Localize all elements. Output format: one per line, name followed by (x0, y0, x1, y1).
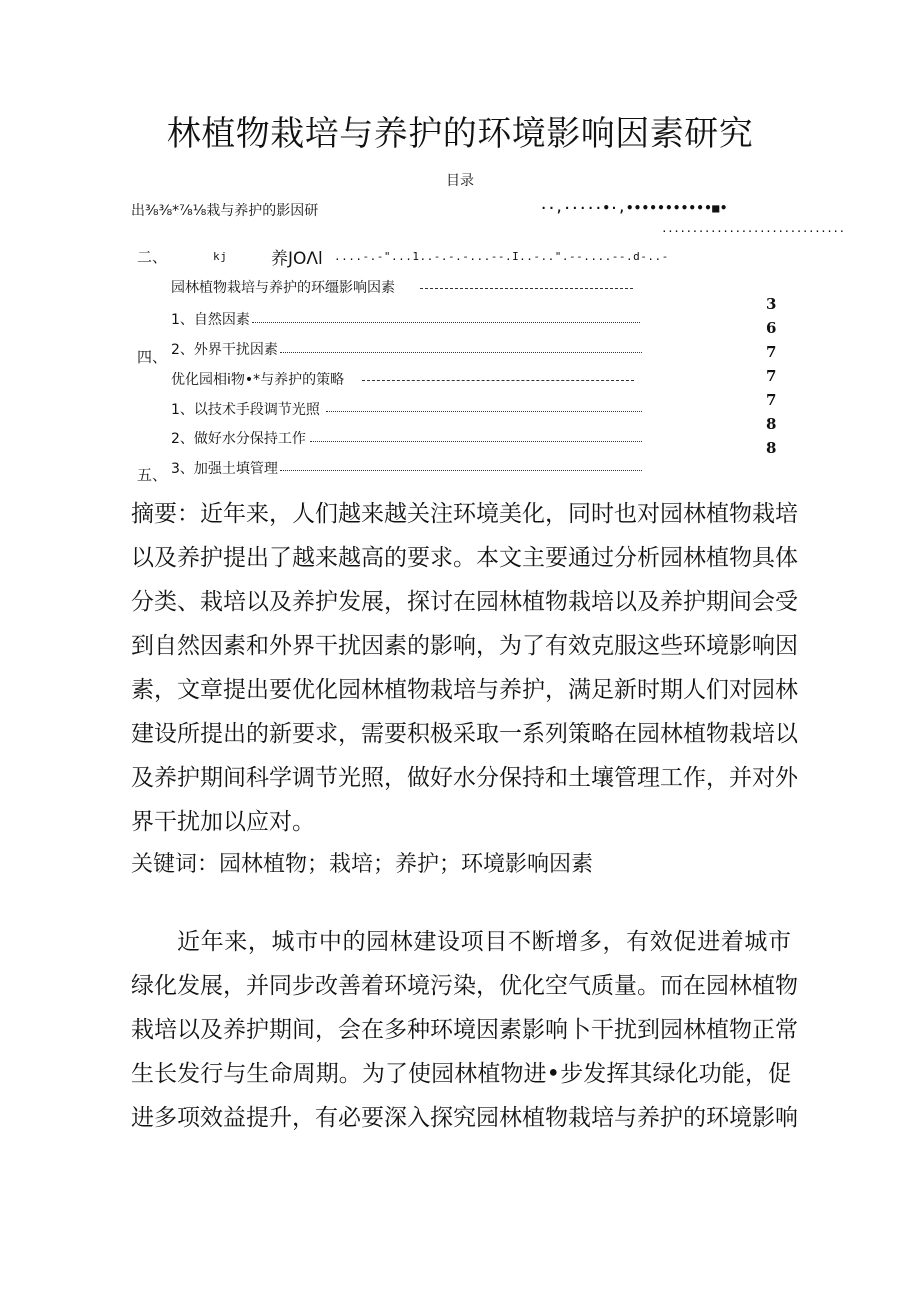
keywords: 关键词：园林植物；栽培；养护；环境影响因素 (131, 852, 594, 877)
toc-entry-5[interactable]: 2、外界干扰因素 (171, 342, 278, 358)
toc-entry-9[interactable]: 3、加强土填管理 (171, 461, 278, 477)
abstract-line: 及养护期间科学调节光照，做好水分保持和土壤管理工作，并对外 (131, 765, 798, 791)
toc-section-marker-4: 四、 (137, 348, 168, 366)
toc-entry-7[interactable]: 1、以技术手段调节光照 (171, 402, 320, 418)
toc-entry-6[interactable]: 优化园相ⅰ物•*与养护的策略 (171, 372, 345, 388)
toc-page-number: 3 (766, 295, 777, 313)
toc-entry-7-leader (326, 411, 642, 412)
abstract-line: 分类、栽培以及养护发展，探讨在园林植物栽培以及养护期间会受 (131, 589, 798, 615)
intro-line: 近年来，城市中的园林建设项目不断增多，有效促进着城市 (177, 929, 791, 955)
toc-entry-9-leader (280, 470, 642, 471)
toc-entry-4-leader (252, 322, 640, 323)
toc-entry-4[interactable]: 1、自然因素 (171, 312, 250, 328)
abstract-line: 以及养护提出了越来越高的要求。本文主要通过分析园林植物具体 (131, 545, 798, 571)
toc-entry-3[interactable]: 园林植物栽培与养护的环缰影响因素 (171, 280, 395, 296)
toc-entry-1[interactable]: 出⅜⅜*⅞⅛栽与养护的影因研 (131, 203, 319, 219)
toc-entry-3-leader (420, 288, 633, 289)
toc-page-number: 8 (766, 439, 777, 457)
intro-line: 绿化发展，并同步改善着环境污染，优化空气质量。而在园林植物 (131, 973, 798, 999)
toc-entry-2[interactable]: 养JOΛl (271, 249, 323, 269)
intro-line: 进多项效益提升，有必要深入探究园林植物栽培与养护的环境影响 (131, 1105, 798, 1131)
toc-page-number: 8 (766, 415, 777, 433)
document-title: 林植物栽培与养护的环境影响因素研究 (166, 114, 754, 154)
toc-page-number: 7 (766, 391, 777, 409)
toc-entry-5-leader (280, 352, 642, 353)
intro-line: 生长发行与生命周期。为了使园林植物进•步发挥其绿化功能，促 (131, 1061, 791, 1087)
toc-entry-8-leader (310, 441, 642, 442)
abstract-line: 界干扰加以应对。 (131, 809, 315, 835)
toc-heading: 目录 (446, 173, 474, 189)
toc-page-number: 7 (766, 343, 777, 361)
abstract-line: 建设所提出的新要求，需要积极采取一系列策略在园林植物栽培以 (131, 721, 798, 747)
toc-entry-8[interactable]: 2、做好水分保持工作 (171, 431, 306, 447)
toc-entry-2-kj: kj (213, 250, 228, 263)
toc-section-marker-2: 二、 (137, 248, 168, 266)
intro-line: 栽培以及养护期间，会在多种环境因素影响卜干扰到园林植物正常 (131, 1017, 798, 1043)
toc-entry-1-leader-tail: .............................. (661, 222, 845, 235)
toc-entry-6-leader (362, 380, 634, 381)
abstract-line: 到自然因素和外界干扰因素的影响，为了有效克服这些环境影响因 (131, 633, 798, 659)
abstract-line: 素，文章提出要优化园林植物栽培与养护，满足新时期人们对园林 (131, 677, 798, 703)
toc-page-number: 6 (766, 319, 777, 337)
toc-page-number: 7 (766, 367, 777, 385)
abstract-line: 摘要：近年来，人们越来越关注环境美化，同时也对园林植物栽培 (131, 501, 798, 527)
toc-section-marker-5: 五、 (137, 466, 168, 484)
toc-entry-2-leader: ....-.-"...1..-.-.-...--.I..-..".--....--.d-..- (334, 250, 669, 263)
toc-entry-1-leader: ··,·····•·,•••••••••••■• (540, 201, 728, 215)
